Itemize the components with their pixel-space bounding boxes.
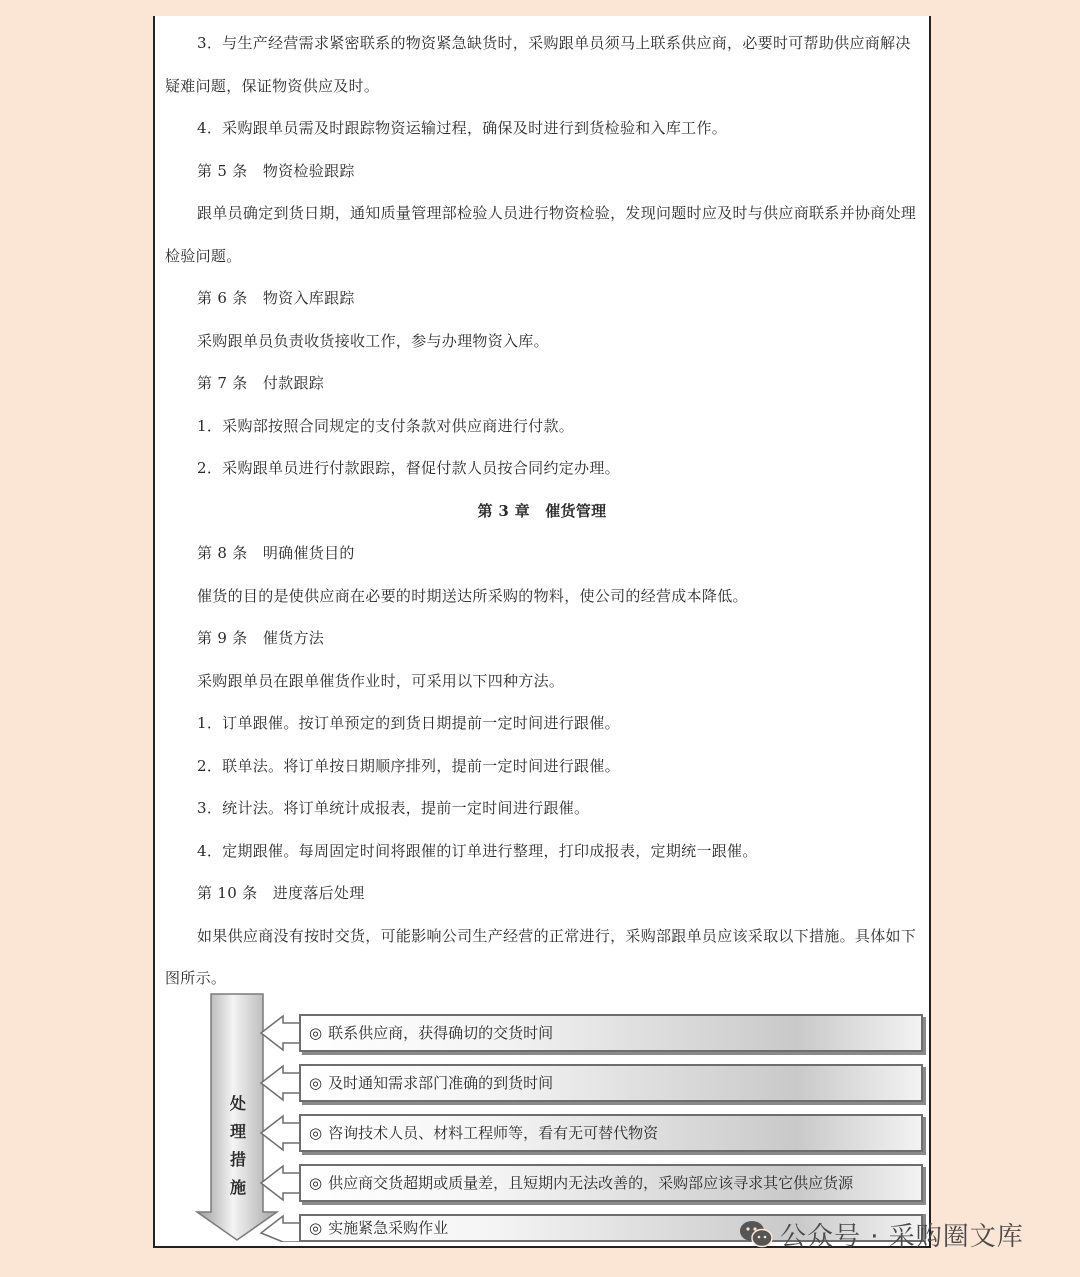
measures-diagram (177, 992, 923, 1242)
measure-text: 供应商交货超期或质量差，且短期内无法改善的，采购部应该寻求其它供应货源 (328, 1174, 854, 1192)
left-arrow-icon (261, 1016, 301, 1050)
paragraph: 3．与生产经营需求紧密联系的物资紧急缺货时，采购跟单员须马上联系供应商，必要时可帮助供应商解决疑难问题，保证物资供应及时。 (165, 34, 911, 95)
paragraph: 1．采购部按照合同规定的支付条款对供应商进行付款。 (197, 416, 575, 435)
paragraph: 2．采购跟单员进行付款跟踪，督促付款人员按合同约定办理。 (197, 459, 620, 477)
left-arrow-icon (261, 1166, 301, 1200)
label-char: 施 (229, 1178, 246, 1197)
document-body (165, 22, 919, 1000)
paragraph: 采购跟单员负责收货接收工作，参与办理物资入库。 (197, 331, 549, 350)
measures-label (225, 1090, 251, 1202)
left-arrow-icon (261, 1066, 301, 1100)
paragraph: 2．联单法。将订单按日期顺序排列，提前一定时间进行跟催。 (197, 756, 620, 775)
chapter-title: 第 3 章 催货管理 (477, 501, 607, 520)
paragraph: 4．定期跟催。每周固定时间将跟催的订单进行整理，打印成报表，定期统一跟催。 (197, 841, 758, 860)
article-heading: 第 10 条 进度落后处理 (197, 884, 365, 902)
article-heading: 第 6 条 物资入库跟踪 (197, 289, 355, 307)
paragraph: 催货的目的是使供应商在必要的时期送达所采购的物料，使公司的经营成本降低。 (197, 586, 748, 605)
bullet-icon: ◎ (309, 1074, 323, 1092)
document-page (153, 16, 931, 1248)
measure-item (299, 1114, 923, 1152)
label-char: 理 (229, 1122, 246, 1141)
label-char: 处 (229, 1094, 246, 1113)
measure-text: 及时通知需求部门准确的到货时间 (328, 1074, 554, 1092)
measure-text: 实施紧急采购作业 (328, 1219, 449, 1237)
measure-text: 咨询技术人员、材料工程师等，看有无可替代物资 (328, 1124, 659, 1142)
article-heading: 第 8 条 明确催货目的 (197, 544, 355, 562)
paragraph: 4．采购跟单员需及时跟踪物资运输过程，确保及时进行到货检验和入库工作。 (197, 119, 728, 137)
article-heading: 第 5 条 物资检验跟踪 (197, 161, 355, 180)
paragraph: 1．订单跟催。按订单预定的到货日期提前一定时间进行跟催。 (197, 714, 620, 732)
article-heading: 第 9 条 催货方法 (197, 629, 325, 647)
paragraph: 3．统计法。将订单统计成报表，提前一定时间进行跟催。 (197, 799, 590, 817)
bullet-icon: ◎ (309, 1219, 323, 1237)
paragraph: 跟单员确定到货日期，通知质量管理部检验人员进行物资检验，发现问题时应及时与供应商联系并协商处理检验问题。 (165, 204, 917, 265)
bullet-icon: ◎ (309, 1124, 323, 1142)
left-arrow-icon (261, 1116, 301, 1150)
paragraph: 采购跟单员在跟单催货作业时，可采用以下四种方法。 (197, 671, 565, 690)
measure-item (299, 1014, 923, 1052)
wechat-icon (738, 1219, 774, 1249)
measure-text: 联系供应商，获得确切的交货时间 (328, 1024, 554, 1042)
watermark-text: 公众号 · 采购圈文库 (780, 1221, 1024, 1252)
measure-item (299, 1164, 923, 1202)
bullet-icon: ◎ (309, 1174, 323, 1192)
bullet-icon: ◎ (309, 1024, 323, 1042)
label-char: 措 (229, 1150, 246, 1169)
measure-item (299, 1064, 923, 1102)
paragraph: 如果供应商没有按时交货，可能影响公司生产经营的正常进行，采购部跟单员应该采取以下措施。具体如下图所示。 (165, 926, 917, 987)
watermark (738, 1212, 1024, 1256)
article-heading: 第 7 条 付款跟踪 (197, 374, 325, 392)
